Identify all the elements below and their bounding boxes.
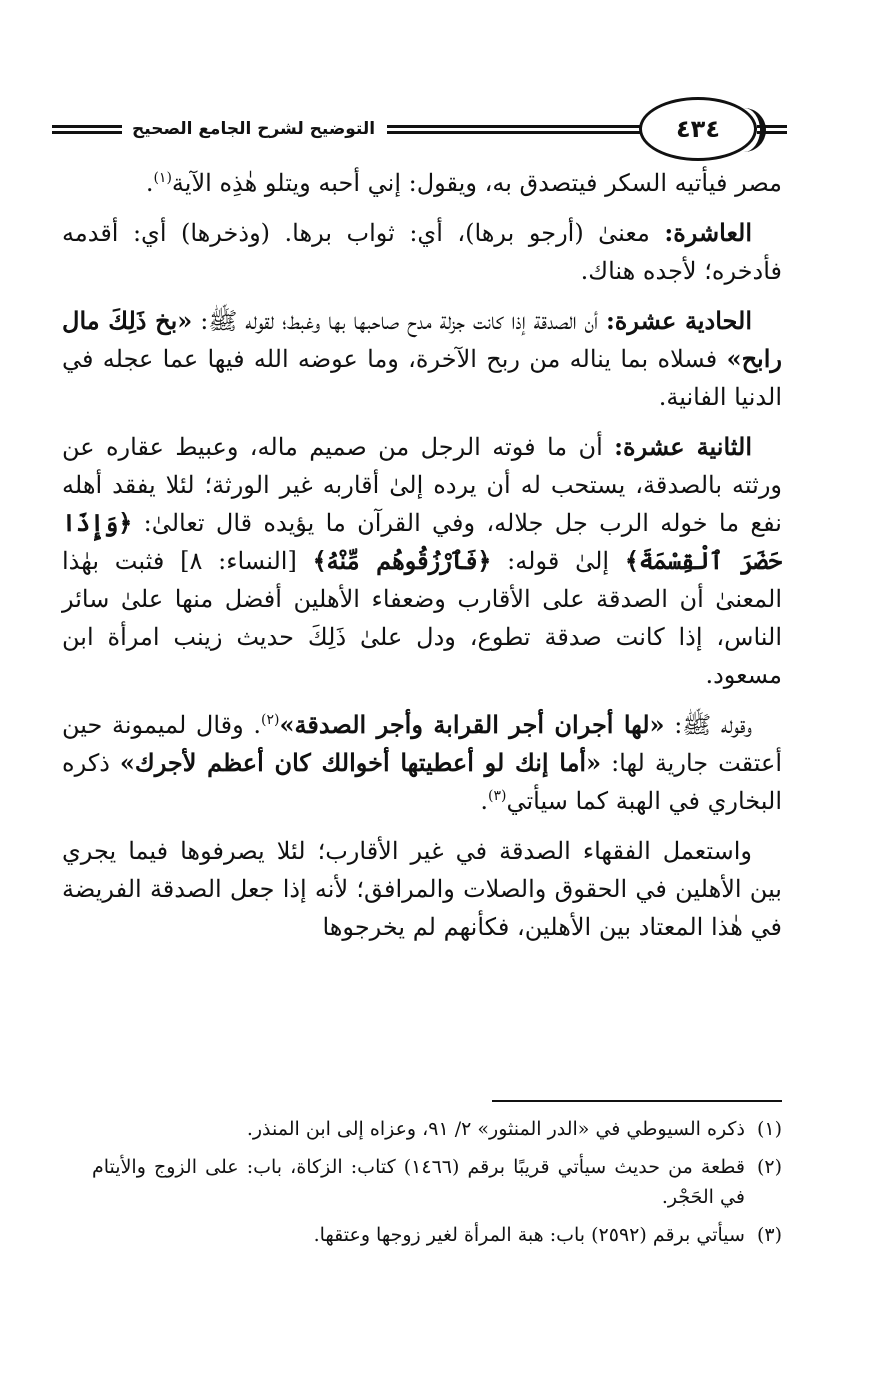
running-title: التوضيح لشرح الجامع الصحيح — [132, 119, 376, 139]
quran-quote: ﴿وَإِذَا حَضَرَ ٱلْقِسْمَةَ﴾ — [62, 508, 783, 575]
hadith-quote: «بخ ذَلِكَ مال رابح» — [62, 306, 782, 373]
footnotes — [92, 1114, 782, 1258]
paragraph-lead: الحادية عشرة: — [605, 306, 753, 335]
paragraph-eleventh: الحادية عشرة: أن الصدقة إذا كانت جزلة مدح صاحبها بها وغبط؛ لقوله ﷺ: «بخ ذَلِكَ مال رابح» فسلاه بما يناله من ربح الآخرة، وما عوضه الله فيها عما عجله في الدنيا الفانية. — [62, 306, 782, 411]
header-rule-middle — [387, 125, 641, 134]
paragraph-continuation: مصر فيأتيه السكر فيتصدق به، ويقول: إني أحبه ويتلو هٰذِه الآية$^{(١)}$. — [145, 169, 782, 197]
footnote-text: سيأتي برقم (٢٥٩٢) باب: هبة المرأة لغير زوجها وعتقها. — [313, 1224, 745, 1246]
quran-quote: ﴿فَٱرْزُقُوهُم مِّنْهُ﴾ — [312, 546, 492, 575]
footnote-item — [92, 1114, 782, 1144]
page-number-badge — [639, 97, 757, 161]
footnote-divider — [492, 1100, 782, 1102]
footnote-ref-1: (١) — [153, 170, 172, 186]
hadith-quote: «أما إنك لو أعطيتها أخوالك كان أعظم لأجرك» — [119, 748, 602, 777]
footnote-number: (٣) — [756, 1224, 782, 1246]
hadith-quote: «لها أجران أجر القرابة وأجر الصدقة» — [279, 710, 665, 739]
footnote-ref-2: (٢) — [261, 712, 280, 728]
header-rule-left — [52, 125, 122, 134]
footnote-item — [92, 1152, 782, 1212]
page-header — [52, 92, 787, 166]
page-number: ٤٣٤ — [676, 115, 720, 143]
footnote-text: ذكره السيوطي في «الدر المنثور» ٢/ ٩١، وعزاه إلى ابن المنذر. — [246, 1118, 745, 1140]
footnote-number: (٢) — [756, 1156, 782, 1178]
footnote-number: (١) — [756, 1118, 782, 1140]
paragraph-twelfth: الثانية عشرة: أن ما فوته الرجل من صميم ماله، وعبيط عقاره عن ورثته بالصدقة، يستحب له أن يرده إلىٰ أقاربه غير الورثة؛ لئلا يفقد أهله نفع ما خوله الرب جل جلاله، وفي القرآن ما يؤيده قال تعالىٰ: ﴿وَإِذَا حَضَرَ ٱلْقِسْمَةَ﴾ إلىٰ قوله: ﴿فَٱرْزُقُوهُم مِّنْهُ﴾ [النساء: ٨] فثبت بهٰذا المعنىٰ أن الصدقة على الأقارب وضعفاء الأهلين أفضل منها علىٰ سائر الناس، إذا كانت صدقة تطوع، ودل علىٰ ذَلِكَ حديث زينب امرأة ابن مسعود. — [62, 432, 783, 689]
paragraph-lead: العاشرة: — [664, 218, 752, 247]
paragraph-tenth: العاشرة: معنىٰ (أرجو برها)، أي: ثواب برها. (وذخرها) أي: أقدمه فأدخره؛ لأجده هناك. — [62, 218, 782, 285]
main-text — [62, 164, 782, 958]
footnote-ref-3: (٣) — [488, 788, 507, 804]
paragraph-lead: الثانية عشرة: — [614, 432, 752, 461]
footnote-item — [92, 1220, 782, 1250]
paragraph-hadith: وقوله ﷺ: «لها أجران أجر القرابة وأجر الصدقة»$^{(٢)}$. وقال لميمونة حين أعتقت جارية لها: «أما إنك لو أعطيتها أخوالك كان أعظم لأجرك» ذكره البخاري في الهبة كما سيأتي$^{(٣)}$. — [62, 710, 783, 815]
footnote-text: قطعة من حديث سيأتي قريبًا برقم (١٤٦٦) كتاب: الزكاة، باب: على الزوج والأيتام في الحَجْر. — [92, 1156, 745, 1208]
paragraph-jurists: واستعمل الفقهاء الصدقة في غير الأقارب؛ لئلا يصرفوها فيما يجري بين الأهلين في الحقوق والصلات والمرافق؛ لأنه إذا جعل الصدقة الفريضة في هٰذا المعتاد بين الأهلين، فكأنهم لم يخرجوها — [62, 837, 782, 941]
